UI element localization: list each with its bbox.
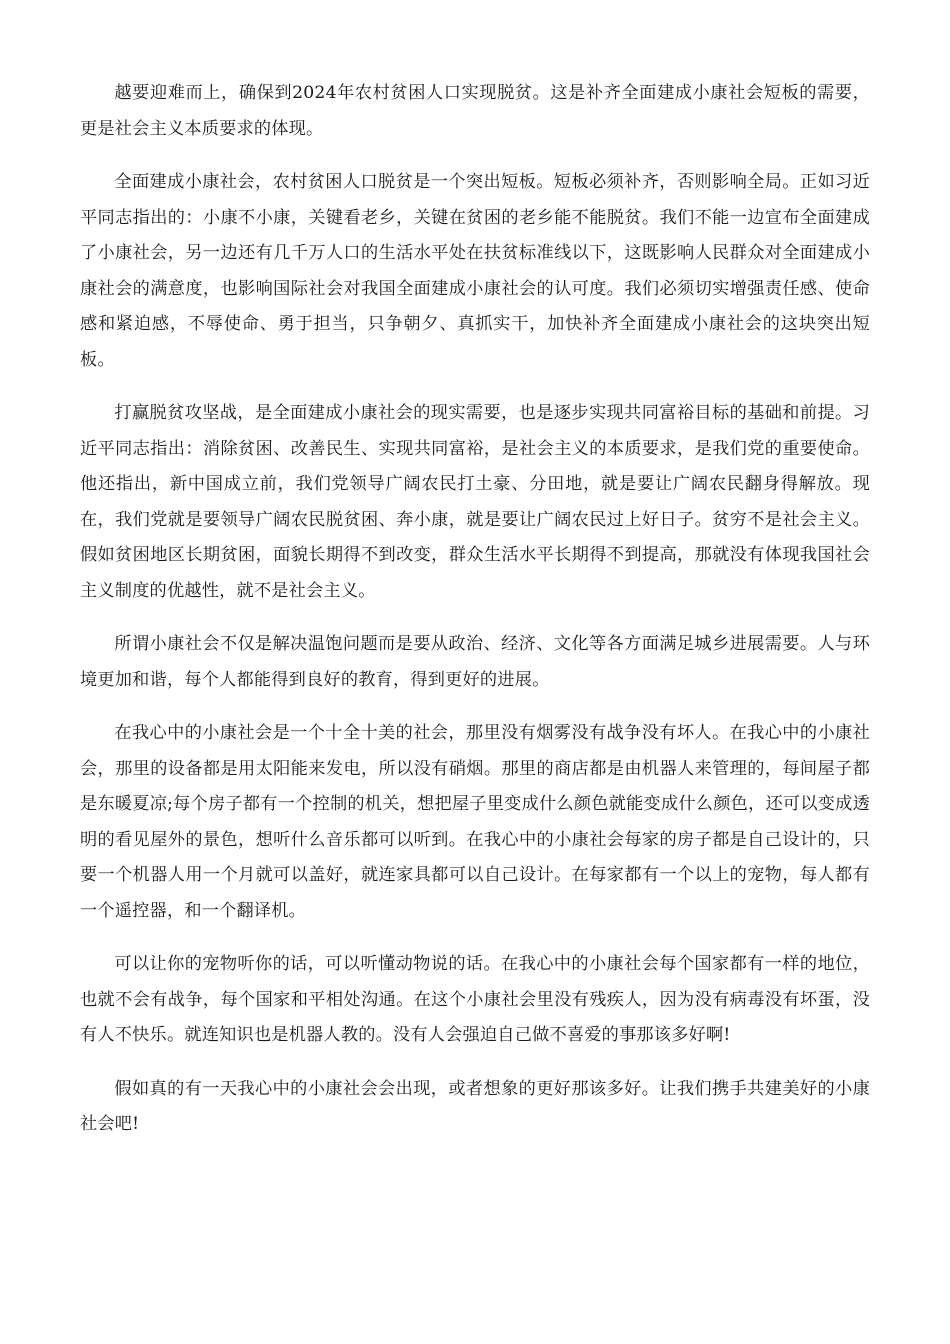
paragraph: 在我心中的小康社会是一个十全十美的社会，那里没有烟雾没有战争没有坏人。在我心中的小康社会，那里的设备都是用太阳能来发电，所以没有硝烟。那里的商店都是由机器人来管理的，每间屋子都是东暖夏凉;每个房子都有一个控制的机关，想把屋子里变成什么颜色就能变成什么颜色，还可以变成透明的看见屋外的景色，想听什么音乐都可以听到。在我心中的小康社会每家的房子都是自己设计的，只要一个机器人用一个月就可以盖好，就连家具都可以自己设计。在每家都有一个以上的宠物，每人都有一个遥控器，和一个翻译机。 <box>80 723 870 921</box>
paragraph: 打赢脱贫攻坚战，是全面建成小康社会的现实需要，也是逐步实现共同富裕目标的基础和前提。习近平同志指出：消除贫困、改善民生、实现共同富裕，是社会主义的本质要求，是我们党的重要使命。他还指出，新中国成立前，我们党领导广阔农民打土豪、分田地，就是要让广阔农民翻身得解放。现在，我们党就是要领导广阔农民脱贫困、奔小康，就是要让广阔农民过上好日子。贫穷不是社会主义。假如贫困地区长期贫困，面貌长期得不到改变，群众生活水平长期得不到提高，那就没有体现我国社会主义制度的优越性，就不是社会主义。 <box>80 403 870 601</box>
paragraph: 越要迎难而上，确保到2024年农村贫困人口实现脱贫。这是补齐全面建成小康社会短板的需要，更是社会主义本质要求的体现。 <box>80 83 870 139</box>
paragraph: 全面建成小康社会，农村贫困人口脱贫是一个突出短板。短板必须补齐，否则影响全局。正如习近平同志指出的：小康不小康，关键看老乡，关键在贫困的老乡能不能脱贫。我们不能一边宣布全面建成了小康社会，另一边还有几千万人口的生活水平处在扶贫标准线以下，这既影响人民群众对全面建成小康社会的满意度，也影响国际社会对我国全面建成小康社会的认可度。我们必须切实增强责任感、使命感和紧迫感，不辱使命、勇于担当，只争朝夕、真抓实干，加快补齐全面建成小康社会的这块突出短板。 <box>80 172 870 370</box>
paragraph: 所谓小康社会不仅是解决温饱问题而是要从政治、经济、文化等各方面满足城乡进展需要。人与环境更加和谐，每个人都能得到良好的教育，得到更好的进展。 <box>80 634 870 690</box>
paragraph: 假如真的有一天我心中的小康社会会出现，或者想象的更好那该多好。让我们携手共建美好的小康社会吧! <box>80 1078 870 1134</box>
paragraph: 可以让你的宠物听你的话，可以听懂动物说的话。在我心中的小康社会每个国家都有一样的地位，也就不会有战争，每个国家和平相处沟通。在这个小康社会里没有残疾人，因为没有病毒没有坏蛋，没有人不快乐。就连知识也是机器人教的。没有人会强迫自己做不喜爱的事那该多好啊! <box>80 954 870 1045</box>
document-page <box>80 76 870 1161</box>
